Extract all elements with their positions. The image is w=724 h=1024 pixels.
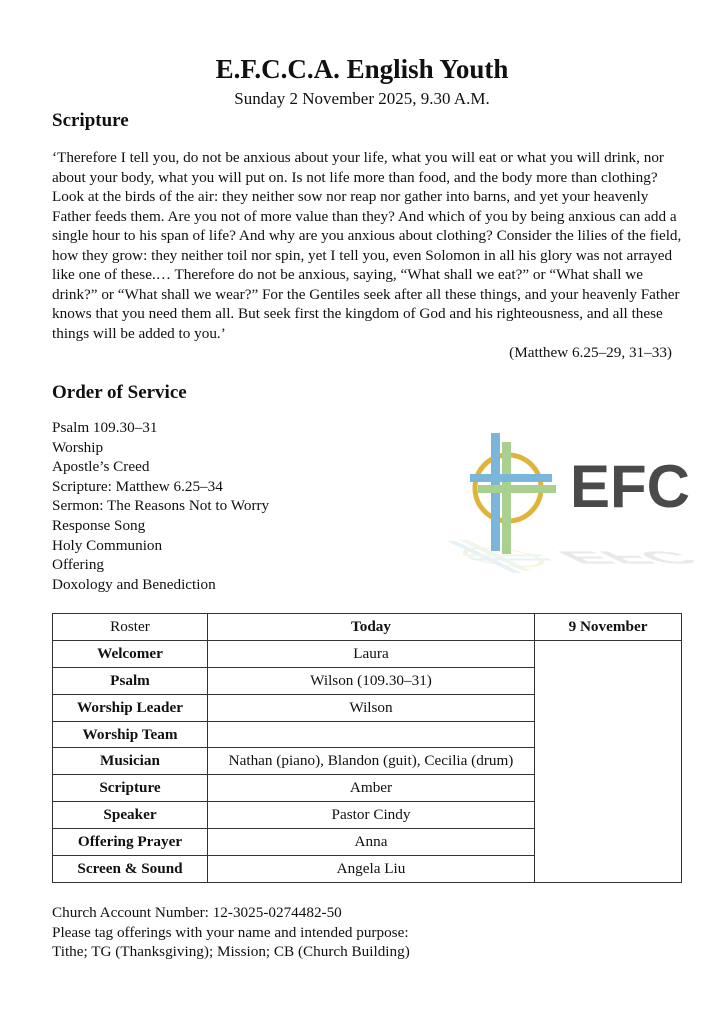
roster-today: Laura — [208, 640, 535, 667]
service-item: Doxology and Benediction — [52, 575, 216, 593]
efc-logo-reflection — [432, 540, 722, 573]
service-date-time: Sunday 2 November 2025, 9.30 A.M. — [234, 89, 490, 108]
roster-today: Amber — [208, 775, 535, 802]
roster-today: Anna — [208, 829, 535, 856]
service-item: Apostle’s Creed — [52, 458, 150, 476]
roster-today: Nathan (piano), Blandon (guit), Cecilia (drum) — [208, 748, 535, 775]
roster-role: Welcomer — [53, 640, 208, 667]
roster-today — [208, 721, 535, 748]
roster-role: Offering Prayer — [53, 829, 208, 856]
service-item: Holy Communion — [52, 536, 163, 554]
scripture-reference: (Matthew 6.25–29, 31–33) — [509, 344, 672, 362]
table-row — [53, 640, 682, 667]
roster-today: Pastor Cindy — [208, 802, 535, 829]
roster-table — [52, 613, 682, 883]
order-of-service-list — [52, 418, 382, 594]
roster-next-week-cell — [535, 640, 682, 882]
roster-role: Musician — [53, 748, 208, 775]
offering-instruction: Please tag offerings with your name and intended purpose: — [52, 923, 409, 941]
efc-logo-text: EFC — [570, 453, 690, 520]
service-item: Scripture: Matthew 6.25–34 — [52, 477, 223, 495]
roster-today: Angela Liu — [208, 856, 535, 883]
roster-header-today: Today — [208, 614, 535, 641]
service-item: Worship — [52, 438, 104, 456]
efc-logo — [436, 428, 710, 588]
roster-role: Worship Team — [53, 721, 208, 748]
cross-circle-icon — [470, 433, 556, 554]
roster-today: Wilson — [208, 694, 535, 721]
footer-notes — [52, 903, 692, 962]
service-item: Response Song — [52, 516, 146, 534]
roster-role: Speaker — [53, 802, 208, 829]
roster-role: Scripture — [53, 775, 208, 802]
order-of-service-heading: Order of Service — [52, 382, 187, 403]
offering-purposes: Tithe; TG (Thanksgiving); Mission; CB (Church Building) — [52, 943, 410, 961]
service-item: Offering — [52, 556, 105, 574]
roster-role: Worship Leader — [53, 694, 208, 721]
roster-today: Wilson (109.30–31) — [208, 667, 535, 694]
church-account-number: Church Account Number: 12-3025-0274482-50 — [52, 904, 342, 921]
page-title: E.F.C.C.A. English Youth — [215, 54, 509, 84]
roster-role: Psalm — [53, 667, 208, 694]
scripture-text: ‘Therefore I tell you, do not be anxious about your life, what you will eat or what you will drink, nor about your body, what you will put on. Is not life more than food, and the body more than clothing? Look at the birds of the air: they neither sow nor reap nor gather into barns, and yet your heavenly Father feeds them. Are you not of more value than they? And which of you by being anxious can add a single hour to his span of life? And why are you anxious about clothing? Consider the lilies of the field, how they grow: they neither toil nor spin, yet I tell you, even Solomon in all his glory was not arrayed like one of these.… Therefore do not be anxious, saying, “What shall we eat?” or “What shall we drink?” or “What shall we wear?” For the Gentiles seek after all these things, and your heavenly Father knows that you need them all. But seek first the kingdom of God and his righteousness, and all these things will be added to you.’ — [52, 149, 682, 342]
roster-header-roster: Roster — [53, 614, 208, 641]
roster-header-row — [53, 614, 682, 641]
roster-role: Screen & Sound — [53, 856, 208, 883]
scripture-passage — [52, 148, 684, 363]
service-item: Psalm 109.30–31 — [52, 419, 158, 436]
svg-text:EFC: EFC — [545, 547, 710, 567]
scripture-heading: Scripture — [52, 110, 129, 131]
service-item: Sermon: The Reasons Not to Worry — [52, 497, 270, 515]
roster-header-next: 9 November — [535, 614, 682, 641]
